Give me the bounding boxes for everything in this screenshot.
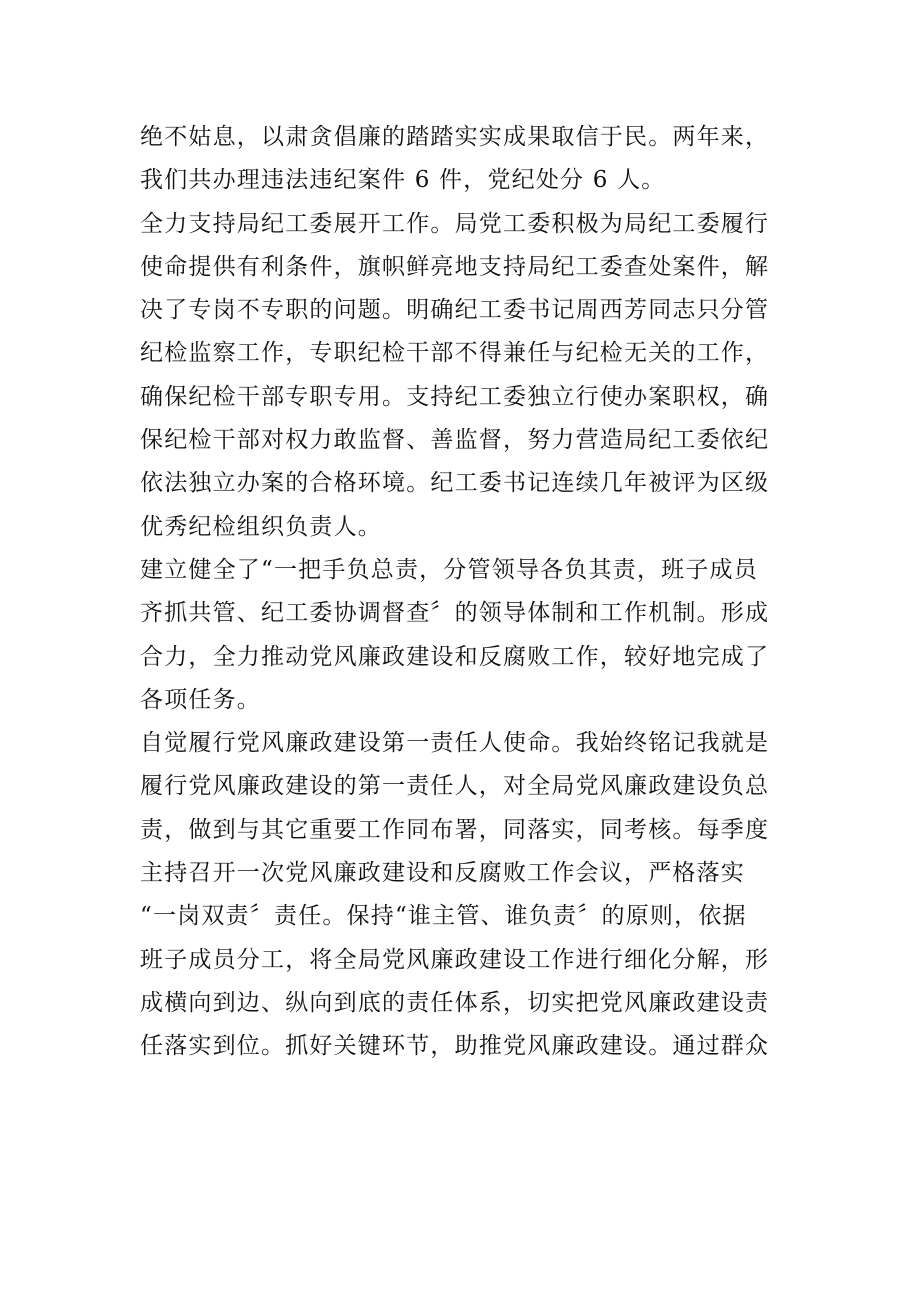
text-line: 决了专岗不专职的问题。明确纪工委书记周西芳同志只分管 [140,297,770,324]
text-line: 依法独立办案的合格环境。纪工委书记连续几年被评为区级 [140,470,770,497]
text-line: “一岗双责〞责任。保持“谁主管、谁负责〞的原则，依据 [140,903,747,930]
text-line: 优秀纪检组织负责人。 [140,513,382,540]
text-line: 建立健全了“一把手负总责，分管领导各负其责，班子成员 [140,556,758,583]
text-line: 使命提供有利条件，旗帜鲜亮地支持局纪工委查处案件，解 [140,253,770,280]
text-line: 班子成员分工，将全局党风廉政建设工作进行细化分解，形 [140,946,770,973]
text-line: 自觉履行党风廉政建设第一责任人使命。我始终铭记我就是 [140,730,770,757]
text-line: 合力，全力推动党风廉政建设和反腐败工作，较好地完成了 [140,643,770,670]
text-line: 全力支持局纪工委展开工作。局党工委积极为局纪工委履行 [140,210,770,237]
text-line: 齐抓共管、纪工委协调督查〞的领导体制和工作机制。形成 [140,600,770,627]
text-line: 保纪检干部对权力敢监督、善监督，努力营造局纪工委依纪 [140,427,770,454]
text-line: 各项任务。 [140,686,261,713]
text-line: 确保纪检干部专职专用。支持纪工委独立行使办案职权，确 [140,383,770,410]
text-line: 绝不姑息，以肃贪倡廉的踏踏实实成果取信于民。两年来， [140,124,770,150]
text-line: 成横向到边、纵向到底的责任体系，切实把党风廉政建设责 [140,989,770,1016]
text-line: 纪检监察工作，专职纪检干部不得兼任与纪检无关的工作， [140,340,770,367]
text-line: 主持召开一次党风廉政建设和反腐败工作会议，严格落实 [140,860,745,887]
text-line: 我们共办理违法违纪案件 6 件，党纪处分 6 人。 [140,167,666,194]
body-text [140,116,790,1069]
text-line: 任落实到位。抓好关键环节，助推党风廉政建设。通过群众 [140,1033,770,1060]
text-line: 责，做到与其它重要工作同布署，同落实，同考核。每季度 [140,816,770,843]
text-line: 履行党风廉政建设的第一责任人，对全局党风廉政建设负总 [140,773,770,800]
